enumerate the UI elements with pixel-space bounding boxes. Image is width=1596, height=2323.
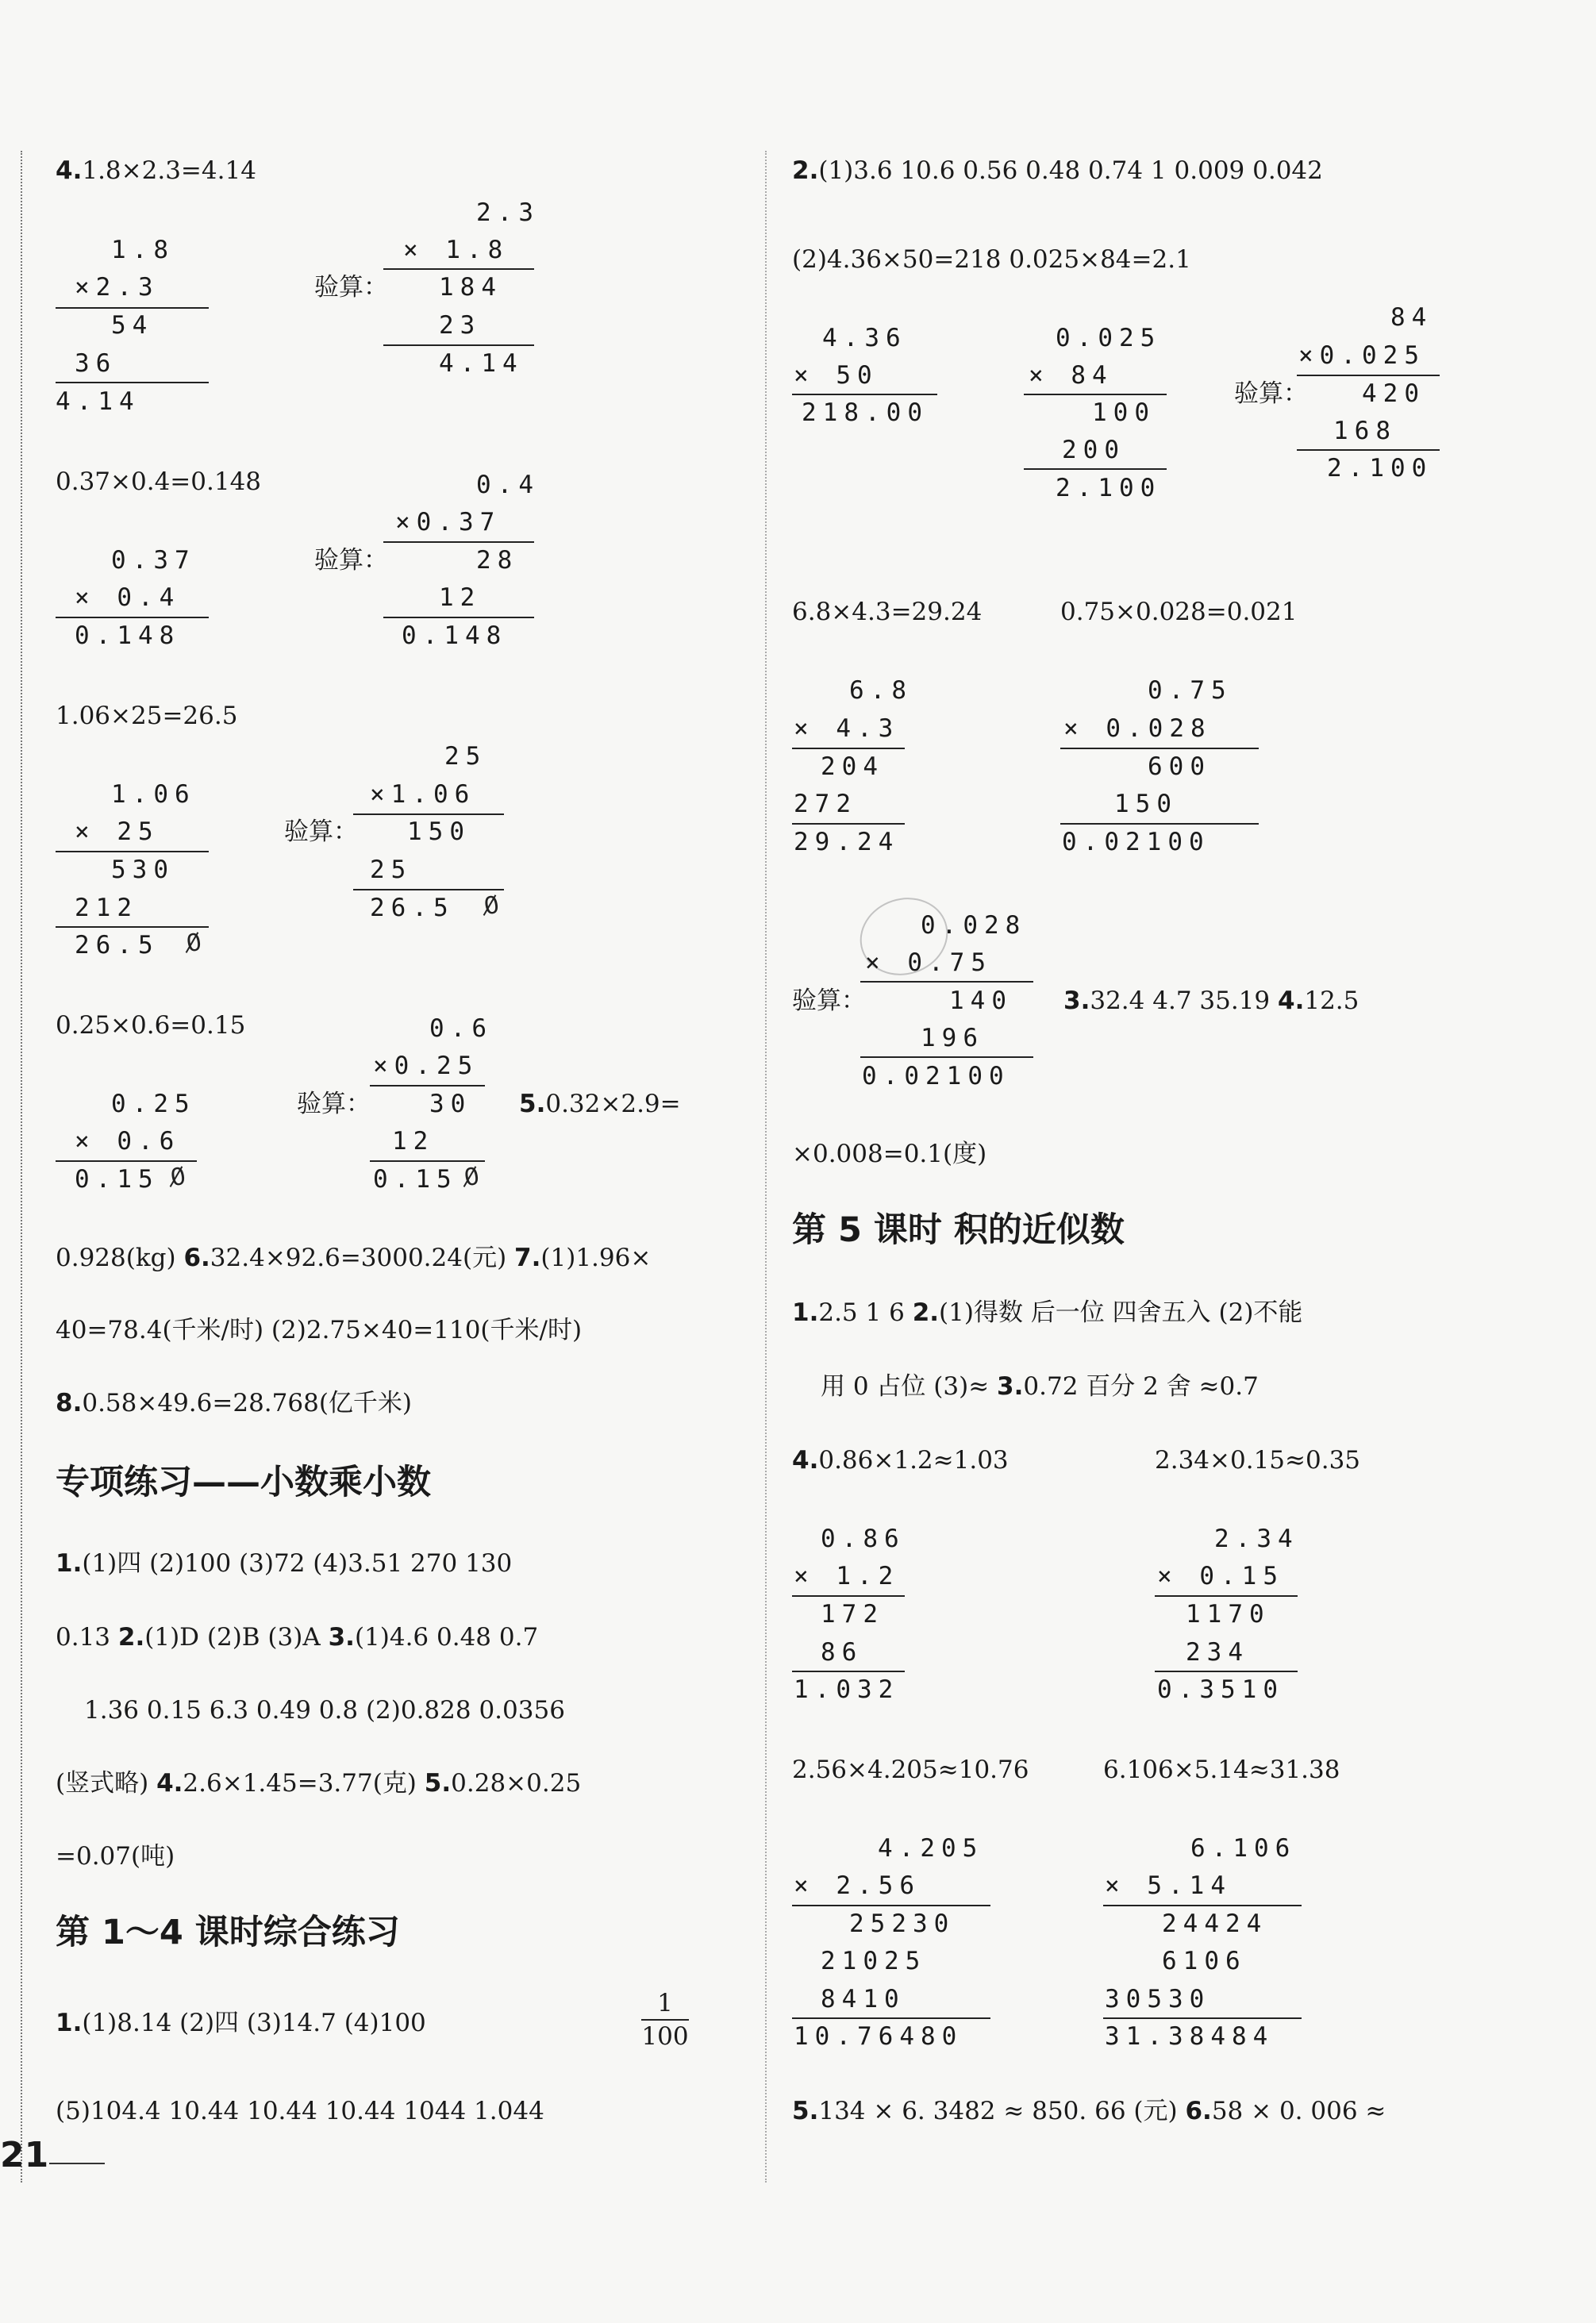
calc-result: 0.148 [75, 621, 181, 650]
item-label: 3. [997, 1372, 1024, 1401]
lesson5-line-q5-q6 [792, 2097, 1386, 2125]
calc-result: 4.14 [439, 349, 524, 378]
q7-continuation: 40=78.4(千米/时) (2)2.75×40=110(千米/时) [56, 1316, 583, 1344]
fraction-bar [641, 2019, 689, 2021]
item-text: 用 0 占位 (3)≈ [821, 1372, 990, 1401]
calc-operand-a: 0.75 [1148, 676, 1233, 705]
lesson5-equation-3: 2.56×4.205≈10.76 [792, 1756, 1029, 1784]
lesson5-line-3 [792, 1446, 1009, 1475]
calc-rule [1155, 1671, 1298, 1672]
item-label: 1. [56, 1549, 83, 1578]
q6-text: 32.4×92.6=3000.24(元) [210, 1244, 507, 1272]
calc-rule [353, 889, 504, 890]
q5-text: 0.32×2.9= [545, 1090, 681, 1118]
item-text: 58 × 0. 006 ≈ [1211, 2097, 1386, 2125]
crossed-zero-mark: 0̸ [184, 928, 204, 959]
item-label: 4. [792, 1446, 819, 1475]
item-text: 0.72 百分 2 舍 ≈0.7 [1023, 1372, 1259, 1401]
calc-result: 26.5 [75, 931, 160, 960]
q6-label: 6. [183, 1244, 210, 1272]
q4-equation-3: 1.06×25=26.5 [56, 702, 238, 730]
calc-operand-b: × 1.2 [794, 1562, 900, 1590]
calc-partial-2: 212 [75, 894, 138, 922]
calc-operand-b: × 2.56 [794, 1871, 921, 1900]
calc-operand-a: 84 [1390, 303, 1433, 332]
calc-operand-b: × 84 [1029, 361, 1113, 390]
calc-rule [1060, 748, 1259, 749]
calc-operand-b: ×0.25 [373, 1052, 479, 1080]
q8-line [56, 1389, 412, 1417]
calc-partial-1: 204 [821, 752, 884, 781]
q5-q6-q7-line [56, 1244, 651, 1272]
calc-operand-b: ×1.06 [370, 780, 476, 809]
calc-rule [792, 1671, 905, 1672]
calc-rule [56, 851, 209, 852]
lesson5-line-2 [821, 1372, 1259, 1401]
item-label: 2. [117, 1623, 145, 1652]
calc-operand-b: × 0.75 [865, 948, 992, 977]
calc-rule [1103, 2017, 1302, 2019]
calc-rule [1103, 1905, 1302, 1906]
calc-rule [860, 1056, 1033, 1058]
q3-label: 3. [1063, 987, 1090, 1015]
calc-partial-2: 168 [1333, 417, 1397, 445]
item-text: 2.6×1.45=3.77(克) [183, 1769, 417, 1798]
calc-operand-a: 0.028 [921, 911, 1027, 940]
calc-operand-a: 0.86 [821, 1525, 906, 1553]
lesson5-line-1 [792, 1298, 1302, 1327]
calc-operand-a: 2.3 [476, 198, 540, 227]
item-label: 2. [912, 1298, 940, 1327]
crossed-zero-mark: 0̸ [462, 1162, 482, 1193]
calc-partial-3: 8410 [821, 1985, 906, 2013]
q4-label: 4. [56, 156, 83, 185]
q4-equation-4: 0.25×0.6=0.15 [56, 1011, 246, 1040]
review-line-1 [56, 2009, 426, 2037]
calc-operand-a: 25 [444, 742, 487, 771]
calc-result: 2.100 [1056, 474, 1162, 502]
special-line-4 [56, 1769, 581, 1798]
calc-result: 0.3510 [1157, 1675, 1284, 1704]
calc-result: 31.38484 [1105, 2022, 1275, 2051]
calc-operand-b: × 1.8 [403, 236, 510, 264]
calc-operand-a: 0.4 [476, 471, 540, 499]
calc-partial-1: 172 [821, 1600, 884, 1629]
calc-partial-2: 23 [439, 311, 482, 340]
calc-partial-2: 150 [1114, 790, 1178, 818]
item-text: 0.86×1.2≈1.03 [818, 1446, 1009, 1475]
q4-label: 4. [1278, 987, 1305, 1015]
calc-operand-a: 4.205 [878, 1834, 984, 1863]
special-line-3: 1.36 0.15 6.3 0.49 0.8 (2)0.828 0.0356 [84, 1696, 565, 1725]
calc-rule [383, 268, 534, 270]
item-text: 2.5 1 6 [818, 1298, 905, 1327]
q2-equation-3: 6.8×4.3=29.24 [792, 598, 983, 626]
calc-result: 0.148 [402, 621, 508, 650]
calc-rule [1060, 823, 1259, 825]
crossed-zero-mark: 0̸ [168, 1162, 188, 1193]
item-text: (1)四 (2)100 (3)72 (4)3.51 270 130 [82, 1549, 513, 1578]
calc-operand-b: × 0.6 [75, 1127, 181, 1156]
calc-operand-b: ×2.3 [75, 273, 160, 302]
q2-line-2: (2)4.36×50=218 0.025×84=2.1 [792, 245, 1191, 274]
left-margin-dotted-rule [21, 151, 22, 2183]
calc-partial-1: 420 [1362, 379, 1425, 408]
calc-result: 10.76480 [794, 2022, 963, 2051]
calc-operand-b: × 0.028 [1063, 714, 1212, 743]
calc-partial-1: 530 [111, 856, 175, 884]
item-label: 5. [424, 1769, 452, 1798]
calc-rule [56, 1160, 197, 1162]
calc-partial-1: 25230 [849, 1910, 956, 1938]
calc-partial-1: 600 [1148, 752, 1211, 781]
calc-partial-2: 36 [75, 349, 117, 378]
calc-operand-b: ×0.025 [1298, 341, 1425, 370]
calc-result: 26.5 [370, 894, 455, 922]
calc-partial-1: 24424 [1162, 1910, 1268, 1938]
calc-partial-1: 28 [476, 546, 519, 575]
q2-text: (1)3.6 10.6 0.56 0.48 0.74 1 0.009 0.042 [818, 156, 1323, 185]
q4-equation-2: 0.37×0.4=0.148 [56, 467, 262, 496]
calc-rule [1155, 1595, 1298, 1597]
item-label: 6. [1185, 2097, 1212, 2125]
special-line-2 [56, 1623, 538, 1652]
calc-operand-b: × 50 [794, 361, 879, 390]
calc-partial-1: 100 [1092, 398, 1156, 427]
item-label: 4. [156, 1769, 183, 1798]
calc-partial-1: 30 [429, 1090, 472, 1118]
calc-rule [370, 1160, 485, 1162]
calc-operand-a: 1.8 [111, 236, 175, 264]
lesson5-equation-4: 6.106×5.14≈31.38 [1103, 1756, 1340, 1784]
fraction-one-hundredth [641, 1989, 689, 2051]
calc-rule [792, 748, 905, 749]
q4-line-1 [56, 156, 256, 185]
calc-rule [792, 823, 905, 825]
q7-label: 7. [514, 1244, 541, 1272]
calc-result: 0.02100 [1062, 828, 1210, 856]
q2-equation-4: 0.75×0.028=0.021 [1060, 598, 1298, 626]
section-title-special-practice: 专项练习——小数乘小数 [56, 1463, 431, 1502]
q4-equation-1: 1.8×2.3=4.14 [82, 156, 256, 185]
crossed-zero-mark: 0̸ [482, 890, 502, 921]
calc-partial-2: 21025 [821, 1947, 927, 1975]
calc-operand-a: 0.6 [429, 1014, 493, 1043]
item-label: 1. [56, 2009, 83, 2037]
section-title-lesson-5: 第 5 课时 积的近似数 [792, 1210, 1125, 1250]
q7-text: (1)1.96× [540, 1244, 652, 1272]
calc-result: 0.02100 [862, 1062, 1010, 1090]
q5-continuation: 0.928(kg) [56, 1244, 176, 1272]
calc-rule [792, 2017, 990, 2019]
calc-operand-b: × 25 [75, 817, 160, 846]
calc-partial-2: 12 [392, 1127, 435, 1156]
calc-partial-2: 86 [821, 1638, 863, 1667]
item-text: (1)得数 后一位 四舍五入 (2)不能 [939, 1298, 1303, 1327]
calc-operand-a: 4.36 [822, 324, 907, 352]
calc-rule [383, 541, 534, 543]
calc-rule [56, 382, 209, 383]
q8-label: 8. [56, 1389, 83, 1417]
calc-partial-1: 184 [439, 273, 502, 302]
calc-rule [56, 926, 209, 928]
fraction-denominator: 100 [641, 2022, 689, 2051]
calc-partial-1: 150 [407, 817, 471, 846]
q2-label: 2. [792, 156, 819, 185]
calc-operand-b: ×0.37 [395, 508, 502, 537]
calc-result: 0.15 [75, 1165, 160, 1194]
calc-result: 1.032 [794, 1675, 900, 1704]
calc-rule [353, 813, 504, 815]
special-line-1 [56, 1549, 512, 1578]
calc-operand-a: 0.25 [111, 1090, 196, 1118]
calc-rule [56, 617, 209, 618]
item-text: (竖式略) [56, 1769, 149, 1798]
item-text: (1)D (2)B (3)A [144, 1623, 321, 1652]
check-label: 验算： [792, 987, 866, 1015]
review-line-2: (5)104.4 10.44 10.44 10.44 1044 1.044 [56, 2097, 544, 2125]
q2-line-1 [792, 156, 1323, 185]
calc-partial-3: 30530 [1105, 1985, 1211, 2013]
calc-partial-2: 6106 [1162, 1947, 1247, 1975]
lesson5-line-3b: 2.34×0.15≈0.35 [1155, 1446, 1361, 1475]
calc-operand-a: 0.025 [1056, 324, 1162, 352]
calc-partial-2: 12 [439, 583, 482, 612]
calc-rule [1297, 375, 1440, 376]
calc-rule [792, 1905, 990, 1906]
calc-result: 4.14 [56, 387, 140, 416]
item-label: 5. [792, 2097, 819, 2125]
calc-operand-a: 6.8 [849, 676, 913, 705]
check-label: 验算： [297, 1090, 371, 1118]
q5-label: 5. [519, 1090, 546, 1118]
calc-rule [383, 617, 534, 618]
q3-q4-line [1063, 987, 1359, 1015]
calc-operand-b: × 4.3 [794, 714, 900, 743]
fraction-numerator: 1 [657, 1989, 673, 2017]
calc-rule [792, 394, 937, 395]
calc-partial-2: 25 [370, 856, 413, 884]
page-number: 21 [0, 2135, 49, 2175]
calc-partial-1: 140 [949, 987, 1013, 1015]
q4-text: 12.5 [1304, 987, 1359, 1015]
calc-rule [1024, 394, 1167, 395]
q4-continuation: ×0.008=0.1(度) [792, 1140, 987, 1168]
item-label: 1. [792, 1298, 819, 1327]
item-text: (1)8.14 (2)四 (3)14.7 (4)100 [82, 2009, 426, 2037]
calc-result: 0.15 [373, 1165, 458, 1194]
calc-operand-a: 1.06 [111, 780, 196, 809]
check-label: 验算： [314, 546, 388, 575]
calc-rule [1297, 449, 1440, 451]
calc-rule [1024, 468, 1167, 470]
check-label: 验算： [314, 273, 388, 302]
calc-partial-1: 1170 [1186, 1600, 1271, 1629]
calc-partial-2: 196 [921, 1024, 984, 1052]
item-label: 3. [328, 1623, 355, 1652]
item-text: 0.28×0.25 [451, 1769, 582, 1798]
item-text: (1)4.6 0.48 0.7 [354, 1623, 539, 1652]
calc-result: 29.24 [794, 828, 900, 856]
calc-partial-1: 54 [111, 311, 154, 340]
calc-partial-2: 200 [1062, 436, 1125, 464]
check-label: 验算： [1234, 379, 1308, 408]
calc-partial-2: 234 [1186, 1638, 1249, 1667]
calc-operand-b: × 0.15 [1157, 1562, 1284, 1590]
column-divider-dotted-rule [765, 151, 767, 2183]
q5-line [519, 1090, 681, 1118]
calc-operand-a: 2.34 [1214, 1525, 1299, 1553]
item-text: 134 × 6. 3482 ≈ 850. 66 (元) [818, 2097, 1178, 2125]
calc-operand-a: 6.106 [1190, 1834, 1297, 1863]
calc-result: 2.100 [1327, 454, 1433, 483]
page-number-rule [49, 2163, 105, 2164]
calc-rule [56, 307, 209, 309]
item-text: 0.13 [56, 1623, 111, 1652]
calc-operand-b: × 0.4 [75, 583, 181, 612]
section-title-review: 第 1～4 课时综合练习 [56, 1913, 400, 1952]
q3-text: 32.4 4.7 35.19 [1090, 987, 1271, 1015]
calc-rule [860, 981, 1033, 983]
check-label: 验算： [284, 817, 358, 846]
calc-operand-a: 0.37 [111, 546, 196, 575]
calc-operand-b: × 5.14 [1105, 1871, 1232, 1900]
calc-rule [383, 344, 534, 346]
calc-rule [370, 1085, 485, 1087]
special-line-5: =0.07(吨) [56, 1842, 175, 1871]
q8-text: 0.58×49.6=28.768(亿千米) [82, 1389, 413, 1417]
calc-rule [792, 1595, 905, 1597]
calc-result: 218.00 [802, 398, 929, 427]
calc-partial-2: 272 [794, 790, 857, 818]
